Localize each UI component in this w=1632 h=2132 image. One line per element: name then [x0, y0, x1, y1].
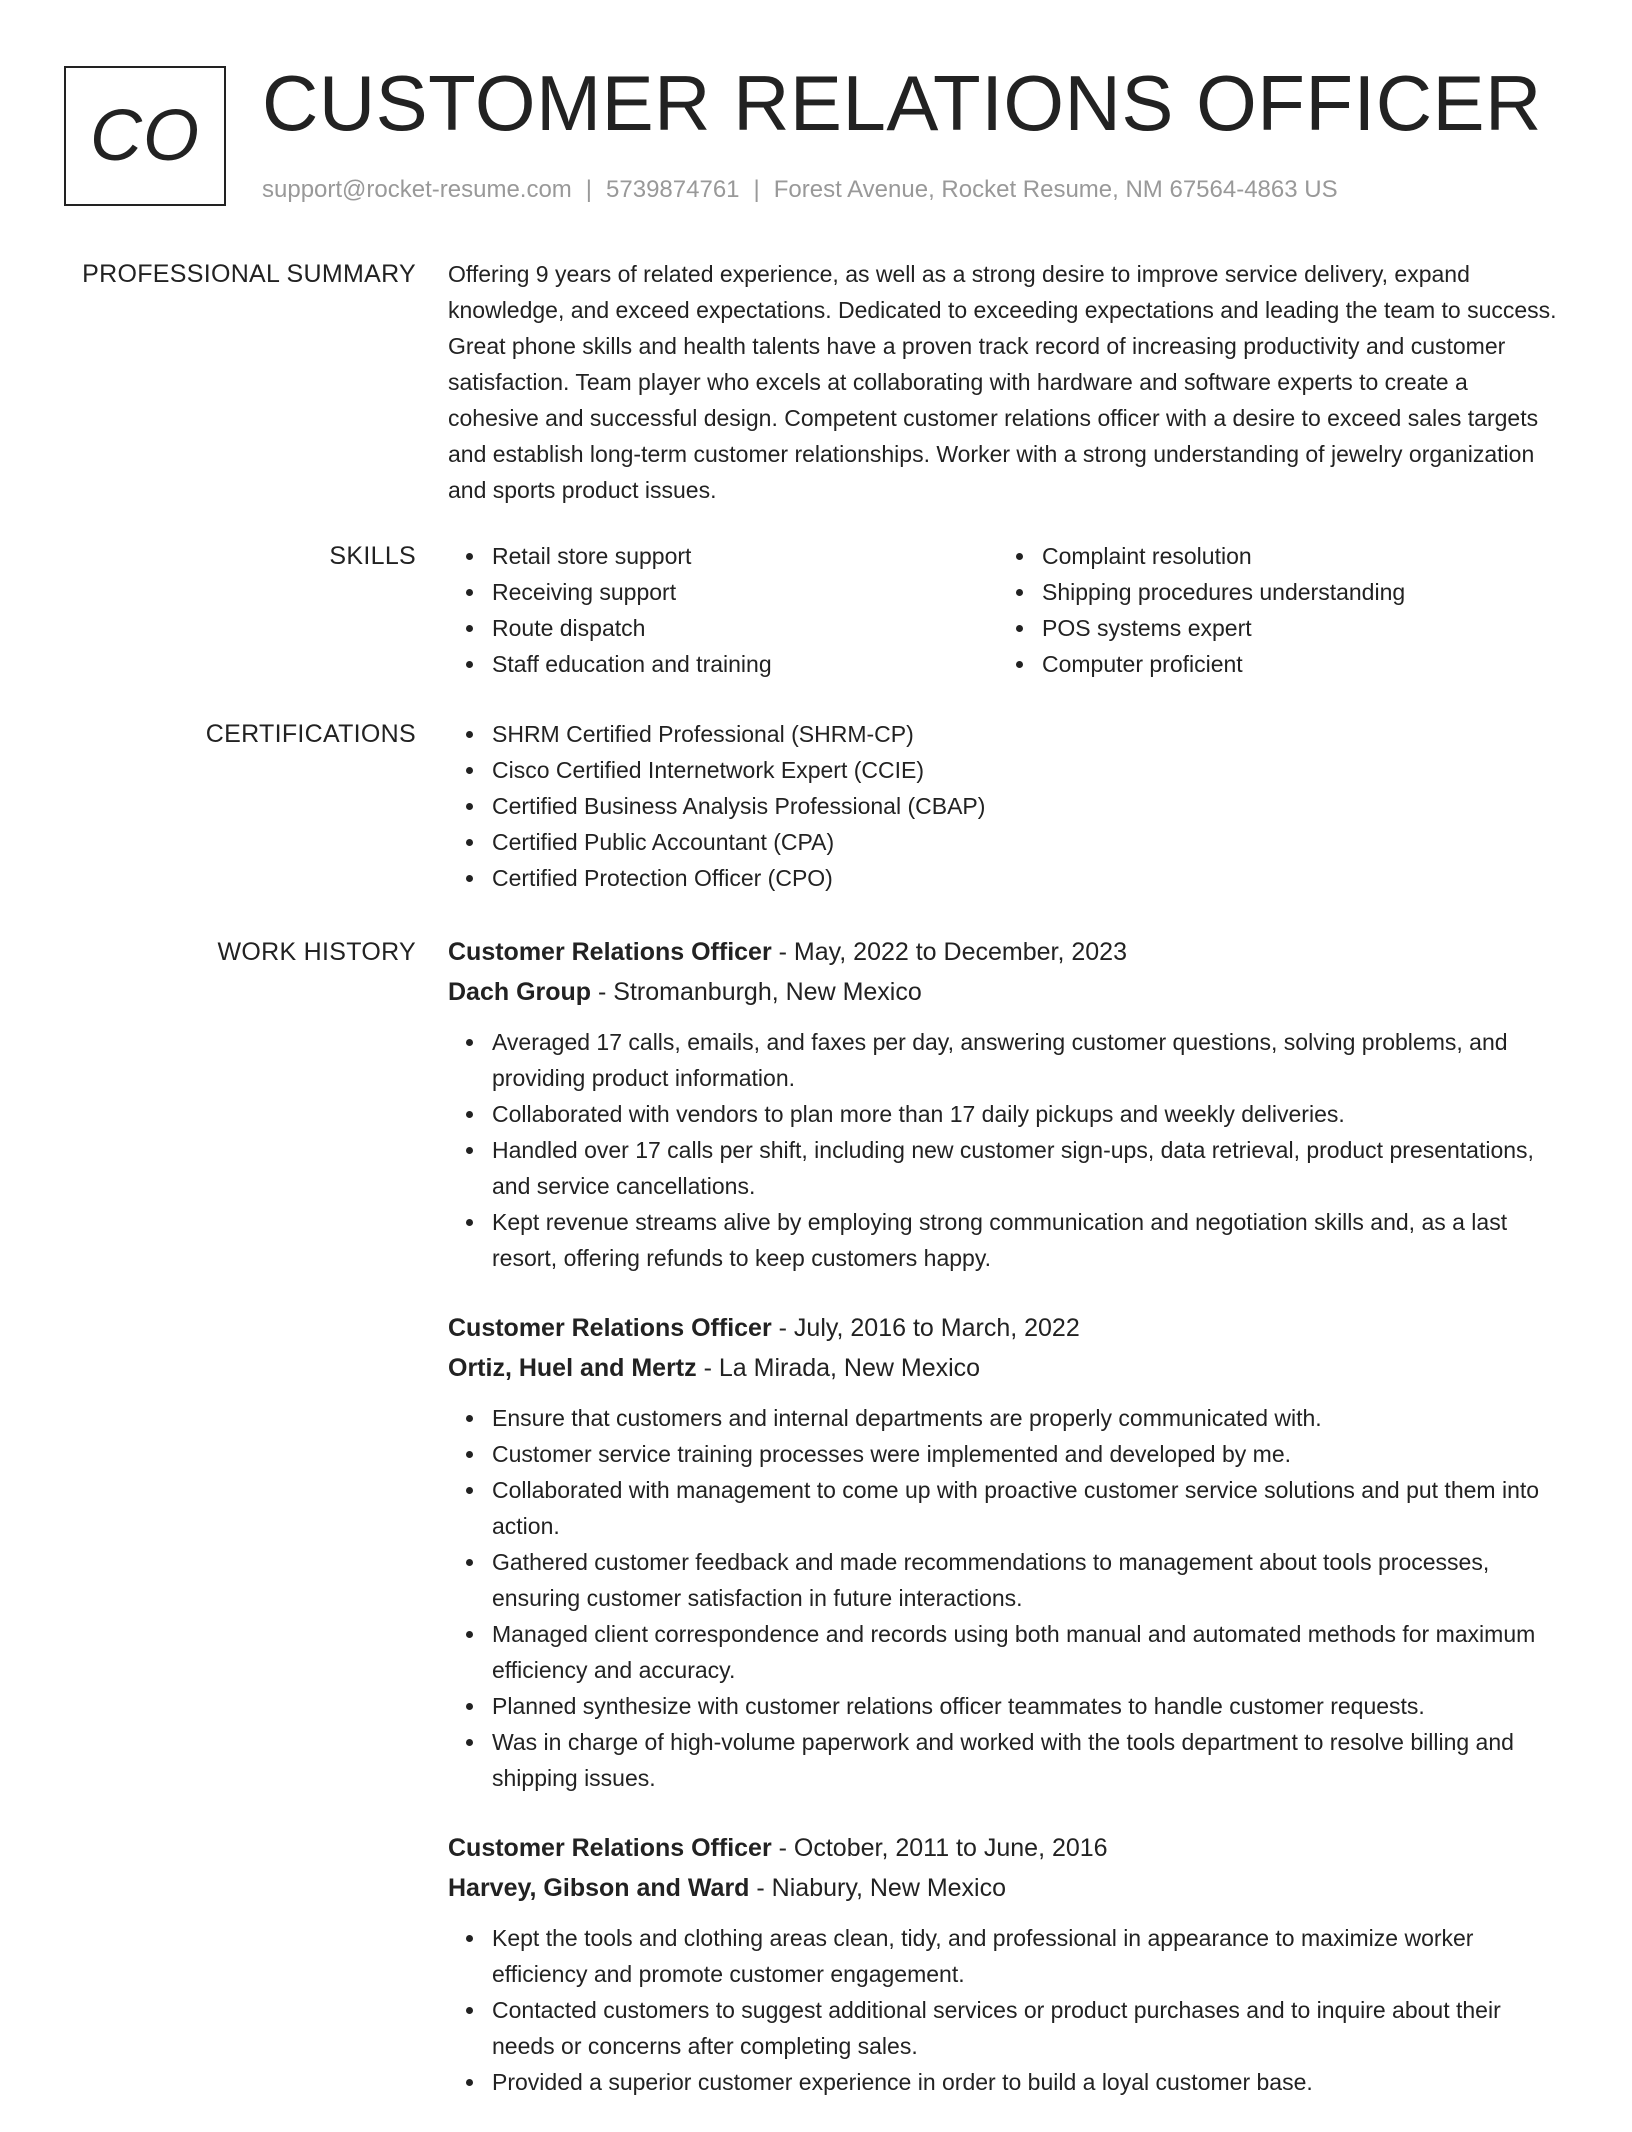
skills-body	[448, 538, 1560, 682]
job-title-line	[448, 1308, 1560, 1348]
summary-text: Offering 9 years of related experience, as well as a strong desire to improve service delivery, expand knowledge, and exceed expectations. Dedicated to exceeding expectations and leading the team to success. Great phone skills and health talents have a proven track record of increasing productivity and customer satisfaction. Team player who excels at collaborating with hardware and software experts to create a cohesive and successful design. Competent customer relations officer with a desire to exceed sales targets and establish long-term customer relationships. Worker with a strong understanding of jewelry organization and sports product issues.	[448, 261, 1557, 503]
job-entry	[448, 1308, 1560, 1796]
job-dates: - July, 2016 to March, 2022	[778, 1314, 1080, 1342]
contact-phone: 5739874761	[606, 176, 740, 203]
skill-item: Complaint resolution	[1042, 538, 1548, 574]
job-company-line	[448, 1348, 1560, 1388]
job-bullet: Averaged 17 calls, emails, and faxes per day, answering customer questions, solving problems, and providing product information.	[492, 1024, 1560, 1096]
job-location: - Stromanburgh, New Mexico	[598, 978, 922, 1006]
contact-separator: |	[753, 176, 760, 203]
work-history-heading: WORK HISTORY	[217, 938, 416, 966]
skills-heading: SKILLS	[329, 542, 416, 570]
summary-heading: PROFESSIONAL SUMMARY	[82, 260, 416, 288]
skills-list-left	[448, 538, 998, 682]
job-bullet: Managed client correspondence and records using both manual and automated methods for maximum efficiency and accuracy.	[492, 1616, 1560, 1688]
skills-column-right	[998, 538, 1548, 682]
job-bullet: Customer service training processes were implemented and developed by me.	[492, 1436, 1560, 1472]
job-bullet: Kept revenue streams alive by employing strong communication and negotiation skills and, as a last resort, offering refunds to keep customers happy.	[492, 1204, 1560, 1276]
job-company: Ortiz, Huel and Mertz	[448, 1354, 697, 1382]
skill-item: Staff education and training	[492, 646, 998, 682]
certification-item: Certified Protection Officer (CPO)	[492, 860, 1560, 896]
job-location: - Niabury, New Mexico	[756, 1874, 1007, 1902]
certifications-list	[448, 716, 1560, 896]
job-bullet: Gathered customer feedback and made recommendations to management about tools processes, ensuring customer satisfaction in future interactions.	[492, 1544, 1560, 1616]
job-title-line	[448, 932, 1560, 972]
job-dates: - October, 2011 to June, 2016	[778, 1834, 1108, 1862]
monogram-box	[64, 66, 226, 206]
job-bullets	[448, 1024, 1560, 1276]
contact-email: support@rocket-resume.com	[262, 176, 572, 203]
skills-list-right	[998, 538, 1548, 682]
job-bullets	[448, 1400, 1560, 1796]
job-bullets	[448, 1920, 1560, 2100]
summary-body	[448, 256, 1560, 508]
skills-column-left	[448, 538, 998, 682]
job-company: Dach Group	[448, 978, 592, 1006]
job-title: Customer Relations Officer	[448, 938, 772, 966]
job-bullet: Handled over 17 calls per shift, including new customer sign-ups, data retrieval, product presentations, and service cancellations.	[492, 1132, 1560, 1204]
job-title: Customer Relations Officer	[448, 1834, 772, 1862]
certification-item: Cisco Certified Internetwork Expert (CCIE)	[492, 752, 1560, 788]
page-title: CUSTOMER RELATIONS OFFICER	[262, 59, 1542, 147]
job-dates: - May, 2022 to December, 2023	[778, 938, 1127, 966]
skill-item: POS systems expert	[1042, 610, 1548, 646]
job-bullet: Kept the tools and clothing areas clean, tidy, and professional in appearance to maximize worker efficiency and promote customer engagement.	[492, 1920, 1560, 1992]
skill-item: Retail store support	[492, 538, 998, 574]
job-location: - La Mirada, New Mexico	[703, 1354, 981, 1382]
work-history-body	[448, 932, 1560, 2132]
certifications-heading: CERTIFICATIONS	[205, 720, 416, 748]
job-bullet: Contacted customers to suggest additional services or product purchases and to inquire about their needs or concerns after completing sales.	[492, 1992, 1560, 2064]
certification-item: Certified Business Analysis Professional (CBAP)	[492, 788, 1560, 824]
contact-address: Forest Avenue, Rocket Resume, NM 67564-4863 US	[773, 176, 1338, 203]
certification-item: Certified Public Accountant (CPA)	[492, 824, 1560, 860]
job-bullet: Provided a superior customer experience in order to build a loyal customer base.	[492, 2064, 1560, 2100]
job-bullet: Ensure that customers and internal departments are properly communicated with.	[492, 1400, 1560, 1436]
skill-item: Receiving support	[492, 574, 998, 610]
skill-item: Computer proficient	[1042, 646, 1548, 682]
contact-separator: |	[585, 176, 593, 203]
skills-grid	[448, 538, 1560, 682]
job-title: Customer Relations Officer	[448, 1314, 772, 1342]
job-title-line	[448, 1828, 1560, 1868]
contact-line	[262, 174, 1338, 206]
job-bullet: Planned synthesize with customer relations officer teammates to handle customer requests.	[492, 1688, 1560, 1724]
skill-item: Shipping procedures understanding	[1042, 574, 1548, 610]
certifications-body	[448, 716, 1560, 896]
job-bullet: Collaborated with management to come up with proactive customer service solutions and put them into action.	[492, 1472, 1560, 1544]
skill-item: Route dispatch	[492, 610, 998, 646]
job-bullet: Collaborated with vendors to plan more than 17 daily pickups and weekly deliveries.	[492, 1096, 1560, 1132]
job-bullet: Was in charge of high-volume paperwork and worked with the tools department to resolve billing and shipping issues.	[492, 1724, 1560, 1796]
job-company-line	[448, 972, 1560, 1012]
job-entry	[448, 932, 1560, 1276]
job-company-line	[448, 1868, 1560, 1908]
job-entry	[448, 1828, 1560, 2100]
job-company: Harvey, Gibson and Ward	[448, 1874, 750, 1902]
monogram-initials: CO	[90, 96, 200, 176]
certification-item: SHRM Certified Professional (SHRM-CP)	[492, 716, 1560, 752]
